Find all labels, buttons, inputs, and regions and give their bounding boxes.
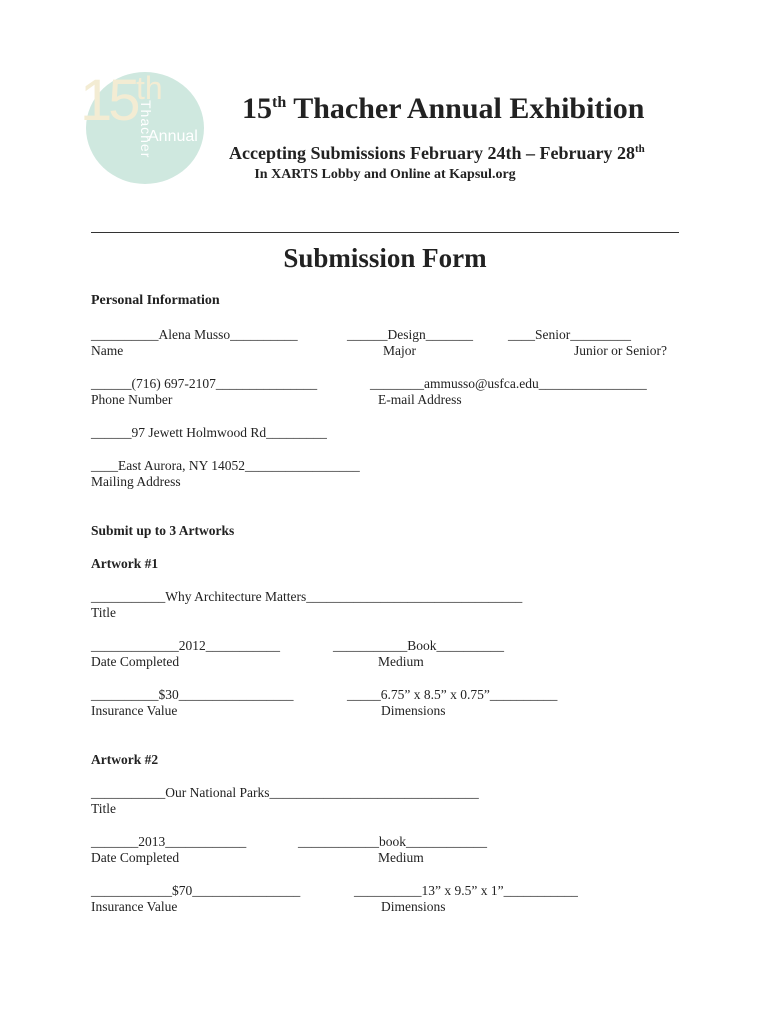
address-line2-field[interactable]: ____East Aurora, NY 14052_________________ <box>91 458 360 473</box>
artwork1-title-label: Title <box>91 605 117 620</box>
artwork2-dimensions-field[interactable]: __________13” x 9.5” x 1”___________ <box>354 883 578 898</box>
artwork1-date-field[interactable]: _____________2012___________ <box>91 638 280 653</box>
artwork2-dimensions-label: Dimensions <box>381 899 446 914</box>
artwork1-dimensions-label: Dimensions <box>381 703 446 718</box>
logo-annual-text: Annual <box>148 128 198 145</box>
major-label: Major <box>383 343 416 358</box>
year-label: Junior or Senior? <box>574 343 667 358</box>
artwork1-medium-label: Medium <box>378 654 424 669</box>
name-field[interactable]: __________Alena Musso__________ <box>91 327 298 342</box>
page-title: 15th Thacher Annual Exhibition <box>242 92 645 125</box>
artwork1-insurance-field[interactable]: __________$30_________________ <box>91 687 294 702</box>
address-line1-field[interactable]: ______97 Jewett Holmwood Rd_________ <box>91 425 327 440</box>
artwork1-title-field[interactable]: ___________Why Architecture Matters________________________________ <box>91 589 523 604</box>
artwork1-medium-field[interactable]: ___________Book__________ <box>333 638 505 653</box>
artwork2-heading: Artwork #2 <box>91 752 159 767</box>
divider <box>91 232 679 233</box>
artwork2-insurance-label: Insurance Value <box>91 899 178 914</box>
form-title: Submission Form <box>283 243 487 273</box>
artwork2-medium-field[interactable]: ____________book____________ <box>298 834 487 849</box>
artwork1-heading: Artwork #1 <box>91 556 159 571</box>
logo-number: 15 <box>80 68 137 133</box>
submission-dates: Accepting Submissions February 24th – February 28th <box>229 143 645 163</box>
artwork1-dimensions-field[interactable]: _____6.75” x 8.5” x 0.75”__________ <box>347 687 558 702</box>
artwork2-date-field[interactable]: _______2013____________ <box>91 834 247 849</box>
address-label: Mailing Address <box>91 474 181 489</box>
email-field[interactable]: ________ammusso@usfca.edu________________ <box>370 376 647 391</box>
name-label: Name <box>91 343 124 358</box>
artwork2-insurance-field[interactable]: ____________$70________________ <box>91 883 301 898</box>
personal-info-heading: Personal Information <box>91 293 220 308</box>
phone-label: Phone Number <box>91 392 173 407</box>
submit-artworks-heading: Submit up to 3 Artworks <box>91 523 235 538</box>
submission-location: In XARTS Lobby and Online at Kapsul.org <box>254 167 516 182</box>
artwork2-title-label: Title <box>91 801 117 816</box>
artwork2-medium-label: Medium <box>378 850 424 865</box>
artwork2-date-label: Date Completed <box>91 850 180 865</box>
artwork1-date-label: Date Completed <box>91 654 180 669</box>
year-field[interactable]: ____Senior_________ <box>508 327 631 342</box>
phone-field[interactable]: ______(716) 697-2107_______________ <box>91 376 318 391</box>
logo-vertical-text: Thacher <box>138 100 154 159</box>
logo-suffix: th <box>136 70 163 106</box>
major-field[interactable]: ______Design_______ <box>347 327 473 342</box>
artwork1-insurance-label: Insurance Value <box>91 703 178 718</box>
artwork2-title-field[interactable]: ___________Our National Parks_______________________________ <box>91 785 479 800</box>
email-label: E-mail Address <box>378 392 462 407</box>
